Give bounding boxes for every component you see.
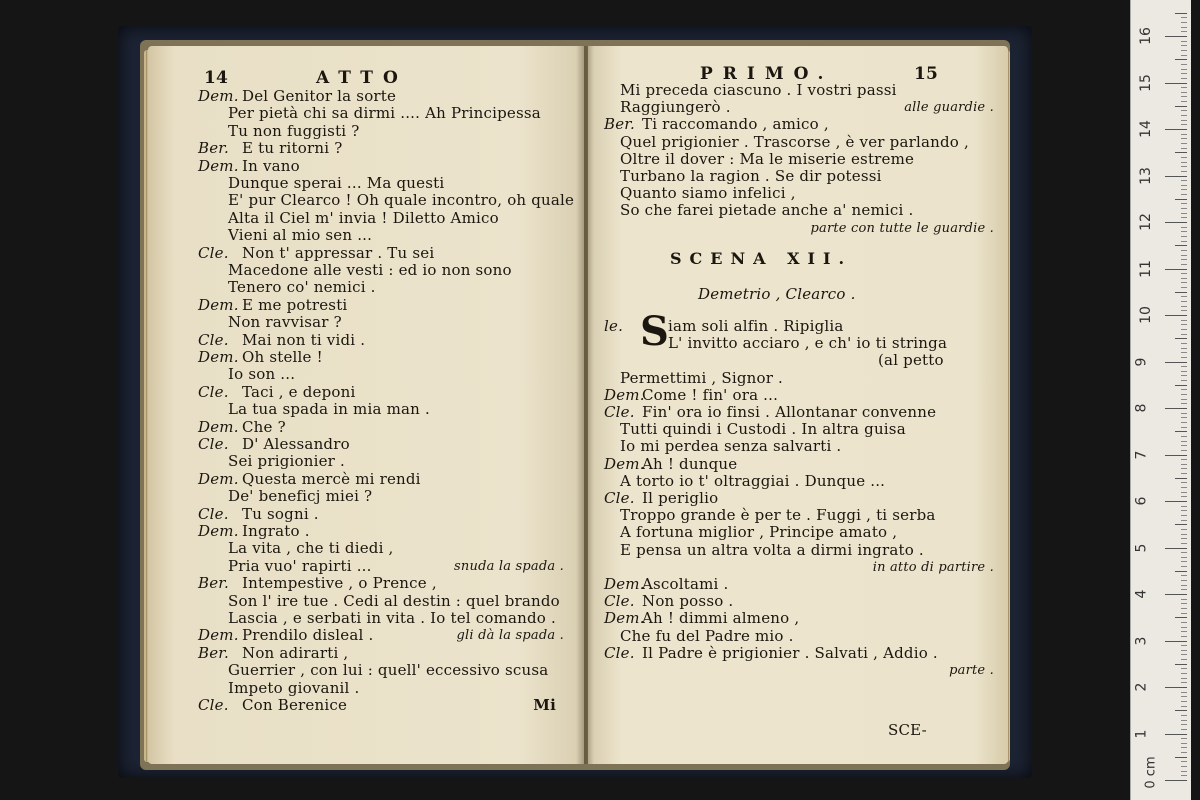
ruler-tick: [1165, 641, 1187, 642]
scene-characters: Demetrio , Clearco .: [698, 285, 856, 303]
verse-line: Il Padre è prigionier . Salvati , Addio .: [642, 643, 938, 662]
ruler-tick: [1181, 682, 1187, 683]
ruler-tick: [1181, 115, 1187, 116]
ruler-tick: [1175, 664, 1187, 665]
ruler-number: 14: [1137, 120, 1154, 138]
speaker-label: Cle.: [604, 489, 635, 507]
ruler-tick: [1181, 515, 1187, 516]
ruler-tick: [1181, 575, 1187, 576]
stage-direction: parte con tutte le guardie .: [810, 220, 994, 236]
speaker-label: Cle.: [604, 643, 635, 662]
ruler-tick: [1181, 185, 1187, 186]
ruler-tick: [1181, 566, 1187, 567]
verse-line: Turbano la ragion . Se dir potessi: [620, 167, 882, 185]
speaker-label: Cle.: [604, 403, 635, 421]
ruler-tick: [1181, 552, 1187, 553]
verse-line: Con Berenice: [242, 696, 348, 714]
ruler-tick: [1181, 45, 1187, 46]
verse-line: Pria vuo' rapirti ...: [228, 556, 372, 575]
ruler-tick: [1181, 696, 1187, 697]
ruler-tick: [1181, 124, 1187, 125]
ruler-tick: [1181, 50, 1187, 51]
ruler-tick: [1181, 357, 1187, 358]
ruler-tick: [1181, 496, 1187, 497]
ruler-tick: [1181, 208, 1187, 209]
ruler-tick: [1181, 282, 1187, 283]
speaker-label: Cle.: [198, 382, 229, 401]
ruler-tick: [1181, 27, 1187, 28]
ruler-number: 4: [1133, 589, 1150, 599]
verse-line: La vita , che ti diedi ,: [228, 539, 394, 558]
ruler-tick: [1181, 436, 1187, 437]
verse-line: So che farei pietade anche a' nemici .: [620, 201, 914, 220]
ruler-tick: [1181, 120, 1187, 121]
ruler-tick: [1181, 520, 1187, 521]
stage-direction: snuda la spada .: [454, 558, 564, 574]
ruler-tick: [1175, 13, 1187, 14]
ruler-number: 10: [1137, 306, 1154, 324]
verse-line: Non posso .: [642, 592, 734, 611]
ruler-tick: [1175, 59, 1187, 60]
ruler-tick: [1165, 269, 1187, 270]
ruler-tick: [1181, 775, 1187, 776]
ruler-tick: [1181, 492, 1187, 493]
ruler-tick: [1181, 148, 1187, 149]
scene-title: SCENA XII.: [670, 249, 853, 268]
ruler-tick: [1181, 678, 1187, 679]
ruler-tick: [1181, 427, 1187, 428]
verse-line: De' beneficj miei ?: [228, 487, 373, 506]
speaker-label: Dem.: [604, 385, 645, 404]
ruler-number: 3: [1133, 636, 1150, 645]
ruler-tick: [1181, 278, 1187, 279]
verse-line: Tu non fuggisti ?: [228, 121, 360, 140]
verse-line: Io mi perdea senza salvarti .: [620, 437, 842, 456]
page-number-right: 15: [914, 64, 939, 84]
speaker-label: Dem.: [198, 626, 239, 645]
speaker-label: Dem.: [604, 575, 645, 593]
ruler-tick: [1175, 524, 1187, 525]
verse-line: Impeto giovanil .: [228, 678, 360, 697]
verse-line: La tua spada in mia man .: [228, 400, 430, 419]
verse-line: Tenero co' nemici .: [228, 278, 376, 297]
ruler-tick: [1181, 403, 1187, 404]
ruler-tick: [1181, 585, 1187, 586]
verse-line: A torto io t' oltraggiai . Dunque ...: [620, 471, 886, 490]
ruler-tick: [1181, 96, 1187, 97]
ruler-tick: [1181, 171, 1187, 172]
ruler-tick: [1175, 152, 1187, 153]
ruler-tick: [1181, 241, 1187, 242]
ruler-tick: [1181, 645, 1187, 646]
verse-line: (al petto: [878, 351, 944, 370]
speaker-label: Ber.: [198, 643, 229, 662]
verse-line: Tutti quindi i Custodi . In altra guisa: [620, 420, 906, 439]
ruler-tick: [1181, 580, 1187, 581]
ruler-tick: [1181, 380, 1187, 381]
measurement-ruler: [1130, 0, 1191, 800]
verse-line: D' Alessandro: [242, 435, 350, 453]
ruler-tick: [1175, 478, 1187, 479]
ruler-tick: [1181, 217, 1187, 218]
ruler-tick: [1181, 306, 1187, 307]
ruler-tick: [1181, 701, 1187, 702]
ruler-tick: [1181, 603, 1187, 604]
verse-line: Quel prigionier . Trascorse , è ver parlando ,: [620, 132, 969, 151]
ruler-tick: [1181, 22, 1187, 23]
ruler-tick: [1181, 729, 1187, 730]
ruler-number: 16: [1137, 27, 1154, 45]
ruler-tick: [1181, 389, 1187, 390]
ruler-number: 9: [1133, 357, 1150, 366]
ruler-tick: [1181, 510, 1187, 511]
verse-line: Fin' ora io finsi . Allontanar convenne: [642, 403, 937, 421]
speaker-label: Dem.: [604, 454, 645, 473]
verse-line: E tu ritorni ?: [242, 139, 343, 158]
ruler-tick: [1181, 189, 1187, 190]
ruler-tick: [1181, 255, 1187, 256]
ruler-tick: [1181, 766, 1187, 767]
ruler-number: 11: [1137, 259, 1154, 278]
ruler-tick: [1165, 408, 1187, 409]
ruler-tick: [1181, 654, 1187, 655]
verse-line: Il periglio: [642, 489, 719, 507]
stage-direction: alle guardie .: [904, 100, 994, 116]
stage-direction: gli dà la spada .: [456, 628, 564, 644]
verse-line: Non t' appressar . Tu sei: [242, 243, 435, 262]
ruler-tick: [1181, 92, 1187, 93]
ruler-tick: [1181, 348, 1187, 349]
ruler-tick: [1181, 162, 1187, 163]
ruler-tick: [1181, 352, 1187, 353]
ruler-tick: [1181, 41, 1187, 42]
speaker-label: Cle.: [198, 435, 229, 453]
ruler-number: 8: [1133, 403, 1150, 413]
ruler-tick: [1181, 622, 1187, 623]
ruler-tick: [1181, 69, 1187, 70]
ruler-tick: [1181, 180, 1187, 181]
speaker-label: Dem.: [198, 469, 239, 488]
ruler-tick: [1181, 366, 1187, 367]
ruler-tick: [1181, 320, 1187, 321]
ruler-tick: [1181, 464, 1187, 465]
speaker-label: Dem.: [198, 156, 239, 175]
verse-line: Mi preceda ciascuno . I vostri passi: [620, 81, 897, 99]
ruler-tick: [1175, 338, 1187, 339]
ruler-tick: [1165, 734, 1187, 735]
ruler-tick: [1181, 538, 1187, 539]
verse-line: iam soli alfin . Ripiglia: [668, 317, 844, 335]
verse-line: Prendilo disleal .: [242, 626, 374, 645]
ruler-tick: [1181, 101, 1187, 102]
verse-line: Troppo grande è per te . Fuggi , ti serba: [620, 506, 936, 525]
verse-line: Del Genitor la sorte: [242, 87, 397, 105]
speaker-label: Cle.: [198, 504, 229, 523]
ruler-tick: [1175, 431, 1187, 432]
verse-line: In vano: [242, 156, 300, 175]
ruler-tick: [1175, 571, 1187, 572]
ruler-number: 7: [1133, 450, 1150, 459]
ruler-tick: [1181, 259, 1187, 260]
ruler-tick: [1181, 659, 1187, 660]
catchword-left: Mi: [533, 696, 556, 714]
ruler-tick: [1181, 371, 1187, 372]
verse-line: Oh stelle !: [242, 348, 323, 366]
verse-line: Dunque sperai ... Ma questi: [228, 174, 445, 192]
verse-line: Tu sogni .: [242, 504, 319, 523]
verse-line: Alta il Ciel m' invia ! Diletto Amico: [228, 208, 499, 227]
verse-line: Sei prigionier .: [228, 452, 345, 471]
ruler-tick: [1181, 301, 1187, 302]
verse-line: Taci , e deponi: [242, 382, 356, 401]
ruler-number: 1: [1133, 729, 1150, 738]
ruler-tick: [1181, 613, 1187, 614]
ruler-tick: [1175, 199, 1187, 200]
ruler-tick: [1181, 743, 1187, 744]
ruler-tick: [1181, 64, 1187, 65]
speaker-label: Dem.: [198, 348, 239, 366]
ruler-number: 2: [1133, 682, 1150, 692]
ruler-tick: [1165, 129, 1187, 130]
ruler-tick: [1165, 36, 1187, 37]
ruler-tick: [1181, 157, 1187, 158]
ruler-tick: [1181, 761, 1187, 762]
ruler-tick: [1181, 17, 1187, 18]
ruler-tick: [1181, 329, 1187, 330]
verse-line: Che fu del Padre mio .: [620, 626, 794, 645]
running-head-left: ATTO: [316, 68, 408, 88]
ruler-tick: [1175, 710, 1187, 711]
right-page: [588, 46, 1008, 764]
verse-line: Quanto siamo infelici ,: [620, 184, 796, 203]
ruler-tick: [1181, 631, 1187, 632]
verse-line: E pensa un altra volta a dirmi ingrato .: [620, 540, 924, 559]
speaker-label: Ber.: [198, 574, 229, 593]
verse-line: Macedone alle vesti : ed io non sono: [228, 261, 512, 279]
verse-line: Son l' ire tue . Cedi al destin : quel brando: [228, 591, 560, 610]
ruler-tick: [1181, 110, 1187, 111]
ruler-tick: [1181, 138, 1187, 139]
ruler-tick: [1181, 441, 1187, 442]
ruler-tick: [1181, 534, 1187, 535]
ruler-tick: [1181, 273, 1187, 274]
ruler-tick: [1181, 771, 1187, 772]
ruler-tick: [1165, 315, 1187, 316]
ruler-tick: [1181, 31, 1187, 32]
ruler-tick: [1181, 375, 1187, 376]
ruler-tick: [1181, 194, 1187, 195]
ruler-tick: [1175, 757, 1187, 758]
verse-line: Intempestive , o Prence ,: [242, 574, 437, 593]
speaker-label: Dem.: [604, 609, 645, 628]
verse-line: E me potresti: [242, 295, 348, 314]
ruler-tick: [1181, 236, 1187, 237]
ruler-tick: [1181, 724, 1187, 725]
first-speaker: le.: [604, 317, 624, 335]
ruler-tick: [1165, 176, 1187, 177]
speaker-label: Dem.: [198, 417, 239, 436]
ruler-number: 13: [1137, 166, 1154, 185]
ruler-tick: [1181, 324, 1187, 325]
ruler-tick: [1181, 557, 1187, 558]
drop-cap: S: [640, 308, 669, 355]
ruler-tick: [1165, 780, 1187, 781]
ruler-tick: [1181, 399, 1187, 400]
ruler-tick: [1181, 296, 1187, 297]
ruler-tick: [1181, 561, 1187, 562]
verse-line: Non adirarti ,: [242, 643, 349, 662]
ruler-tick: [1181, 166, 1187, 167]
ruler-tick: [1181, 706, 1187, 707]
verse-line: Permettimi , Signor .: [620, 368, 784, 387]
stage-direction: parte .: [949, 663, 994, 678]
ruler-tick: [1165, 455, 1187, 456]
ruler-tick: [1181, 529, 1187, 530]
ruler-tick: [1181, 87, 1187, 88]
ruler-tick: [1181, 627, 1187, 628]
ruler-tick: [1165, 83, 1187, 84]
verse-line: E' pur Clearco ! Oh quale incontro, oh quale: [228, 191, 575, 210]
ruler-tick: [1175, 245, 1187, 246]
verse-line: Io son ...: [228, 365, 296, 384]
ruler-tick: [1181, 747, 1187, 748]
ruler-tick: [1181, 343, 1187, 344]
ruler-tick: [1175, 617, 1187, 618]
verse-line: Mai non ti vidi .: [242, 330, 366, 349]
ruler-tick: [1181, 636, 1187, 637]
ruler-tick: [1181, 473, 1187, 474]
ruler-tick: [1165, 687, 1187, 688]
verse-line: Per pietà chi sa dirmi .... Ah Principessa: [228, 104, 541, 123]
verse-line: Vieni al mio sen ...: [228, 226, 373, 245]
ruler-tick: [1165, 501, 1187, 502]
ruler-tick: [1181, 673, 1187, 674]
verse-line: Come ! fin' ora ...: [642, 385, 779, 404]
ruler-tick: [1181, 227, 1187, 228]
ruler-tick: [1181, 450, 1187, 451]
ruler-tick: [1181, 487, 1187, 488]
verse-line: Ascoltami .: [642, 575, 729, 593]
stage-direction: in atto di partire .: [872, 559, 994, 575]
verse-line: L' invitto acciaro , e ch' io ti stringa: [668, 334, 948, 353]
ruler-tick: [1181, 468, 1187, 469]
verse-line: Raggiungerò .: [620, 98, 731, 117]
ruler-tick: [1181, 250, 1187, 251]
ruler-tick: [1181, 143, 1187, 144]
speaker-label: Cle.: [604, 592, 635, 611]
ruler-tick: [1181, 264, 1187, 265]
ruler-tick: [1181, 752, 1187, 753]
ruler-tick: [1181, 692, 1187, 693]
ruler-tick: [1181, 715, 1187, 716]
verse-line: Questa mercè mi rendi: [242, 469, 421, 488]
verse-line: Non ravvisar ?: [228, 313, 342, 332]
ruler-tick: [1181, 213, 1187, 214]
ruler-tick: [1181, 445, 1187, 446]
verse-line: Ah ! dunque: [642, 454, 738, 473]
speaker-label: Ber.: [604, 115, 635, 134]
verse-line: Ti raccomando , amico ,: [642, 115, 829, 134]
ruler-tick: [1181, 650, 1187, 651]
ruler-tick: [1181, 55, 1187, 56]
speaker-label: Cle.: [198, 243, 229, 262]
ruler-tick: [1181, 599, 1187, 600]
ruler-tick: [1181, 668, 1187, 669]
ruler-tick: [1165, 548, 1187, 549]
ruler-tick: [1181, 608, 1187, 609]
verse-line: A fortuna miglior , Principe amato ,: [620, 523, 898, 542]
verse-line: Lascia , e serbati in vita . Io tel comando .: [228, 609, 556, 627]
ruler-number: 15: [1137, 73, 1154, 92]
ruler-tick: [1181, 334, 1187, 335]
ruler-tick: [1181, 589, 1187, 590]
ruler-tick: [1181, 413, 1187, 414]
ruler-tick: [1181, 459, 1187, 460]
ruler-tick: [1175, 292, 1187, 293]
ruler-number: 12: [1137, 213, 1154, 231]
ruler-tick: [1181, 417, 1187, 418]
speaker-label: Dem.: [198, 295, 239, 314]
ruler-tick: [1181, 422, 1187, 423]
ruler-unit-label: 0 cm: [1143, 756, 1159, 789]
verse-line: Oltre il dover : Ma le miserie estreme: [620, 149, 915, 168]
ruler-tick: [1181, 231, 1187, 232]
ruler-tick: [1181, 287, 1187, 288]
speaker-label: Dem.: [198, 87, 239, 105]
ruler-tick: [1165, 594, 1187, 595]
ruler-tick: [1175, 385, 1187, 386]
ruler-tick: [1181, 134, 1187, 135]
verse-line: Che ?: [242, 417, 286, 436]
speaker-label: Ber.: [198, 139, 229, 158]
book-gutter: [576, 46, 594, 764]
verse-line: Ingrato .: [242, 522, 310, 540]
ruler-tick: [1165, 362, 1187, 363]
ruler-tick: [1165, 222, 1187, 223]
ruler-tick: [1181, 482, 1187, 483]
running-head-right: PRIMO.: [700, 64, 834, 84]
ruler-tick: [1181, 506, 1187, 507]
ruler-tick: [1181, 738, 1187, 739]
ruler-tick: [1175, 106, 1187, 107]
speaker-label: Cle.: [198, 330, 229, 349]
ruler-tick: [1181, 543, 1187, 544]
ruler-tick: [1181, 310, 1187, 311]
speaker-label: Cle.: [198, 696, 229, 714]
ruler-number: 5: [1133, 543, 1150, 552]
speaker-label: Dem.: [198, 522, 239, 540]
verse-line: Ah ! dimmi almeno ,: [642, 609, 800, 628]
ruler-tick: [1181, 73, 1187, 74]
verse-line: Guerrier , con lui : quell' eccessivo scusa: [228, 661, 549, 680]
ruler-tick: [1181, 394, 1187, 395]
catchword-right: SCE-: [888, 721, 927, 739]
page-number-left: 14: [204, 68, 229, 88]
ruler-number: 6: [1133, 496, 1150, 506]
left-page: [148, 46, 584, 764]
ruler-tick: [1181, 78, 1187, 79]
ruler-tick: [1181, 203, 1187, 204]
ruler-tick: [1181, 720, 1187, 721]
